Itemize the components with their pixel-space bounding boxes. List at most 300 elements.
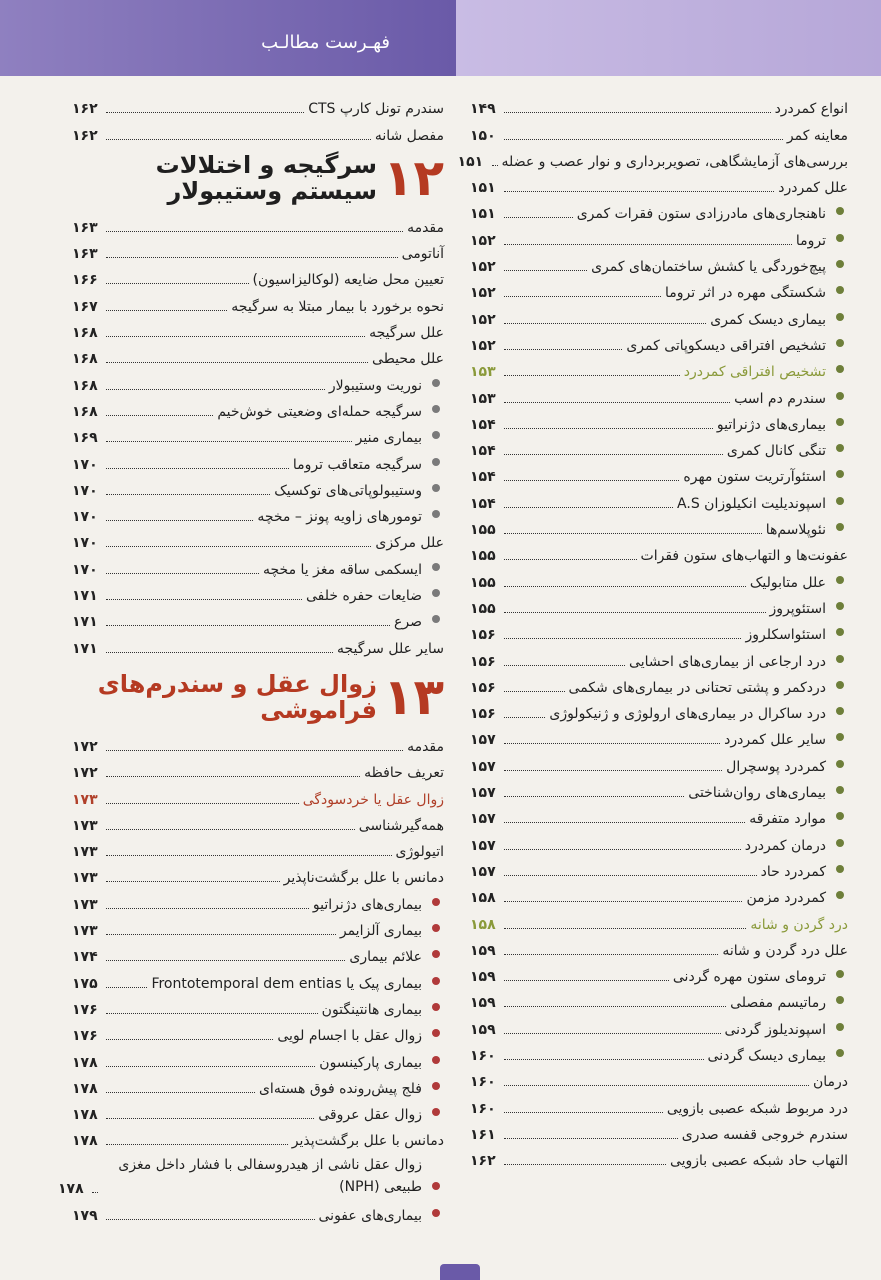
- toc-entry-page: ۱۵۷: [470, 837, 496, 854]
- toc-entry: [470, 223, 848, 249]
- toc-entry-page: ۱۷۶: [72, 1028, 98, 1045]
- toc-entry-page: ۱۵۸: [470, 916, 496, 933]
- toc-entry-title: علل مرکزی: [375, 535, 444, 552]
- toc-entry-title: ناهنجاری‌های مادرزادی ستون فقرات کمری: [576, 206, 826, 223]
- toc-entry-title: فلج پیش‌رونده فوق هسته‌ای: [258, 1080, 422, 1097]
- toc-entry: [470, 250, 848, 276]
- toc-entry: [470, 671, 848, 697]
- toc-entry-page: ۱۶۷: [72, 298, 98, 315]
- dot-leader: [106, 257, 398, 258]
- header-band-light: [456, 0, 881, 76]
- toc-entry-title: بیماری هانتینگتون: [321, 1001, 422, 1018]
- dot-leader: [106, 803, 299, 804]
- toc-entry: [470, 171, 848, 197]
- dot-leader: [106, 389, 325, 390]
- toc-entry-title: سایر علل کمردرد: [724, 732, 826, 749]
- dot-leader: [106, 750, 403, 751]
- toc-entry-page: ۱۷۳: [72, 791, 98, 808]
- toc-entry: [457, 145, 848, 171]
- toc-entry-title: همه‌گیرشناسی: [358, 817, 444, 834]
- dot-leader: [504, 928, 746, 929]
- toc-entry: [72, 914, 444, 940]
- toc-entry-title: اسپوندیلیت انکیلوزان A.S: [677, 495, 826, 512]
- toc-entry: [72, 263, 444, 289]
- toc-entry: [470, 1012, 848, 1038]
- toc-entry: [72, 211, 444, 237]
- dot-leader: [504, 507, 673, 508]
- dot-leader: [106, 231, 403, 232]
- dot-leader: [504, 638, 741, 639]
- toc-entry-page: ۱۵۷: [470, 863, 496, 880]
- toc-entry-page: ۱۵۳: [470, 364, 496, 381]
- toc-entry-title: بیماری پیک یا Frontotemporal dem entias: [151, 975, 422, 992]
- toc-entry: [470, 986, 848, 1012]
- dot-leader: [106, 1219, 315, 1220]
- toc-entry: [470, 1144, 848, 1170]
- toc-entry-page: ۱۷۳: [72, 817, 98, 834]
- toc-entry: [72, 368, 444, 394]
- toc-entry-page: ۱۴۹: [470, 101, 496, 118]
- toc-entry-page: ۱۵۹: [470, 969, 496, 986]
- toc-entry: [72, 861, 444, 887]
- toc-entry: [470, 723, 848, 749]
- dot-leader: [504, 822, 745, 823]
- chapter-12-entries: [72, 211, 444, 658]
- toc-entry-title: علل کمردرد: [778, 180, 848, 197]
- toc-entry-page: ۱۶۱: [470, 1126, 496, 1143]
- chapter-13-number: ۱۳: [382, 667, 444, 726]
- toc-entry-page: ۱۵۷: [470, 732, 496, 749]
- toc-entry: [72, 447, 444, 473]
- chapter-13-heading: [72, 666, 444, 728]
- toc-entry-title: بیماری دیسک کمری: [710, 311, 826, 328]
- dot-leader: [504, 139, 783, 140]
- toc-entry: [72, 1072, 444, 1098]
- toc-entry-page: ۱۷۱: [72, 614, 98, 631]
- dot-leader: [504, 691, 565, 692]
- toc-entry-page: ۱۷۸: [72, 1054, 98, 1071]
- toc-entry-title: اتیولوژی: [395, 844, 444, 861]
- toc-entry: [72, 1098, 444, 1124]
- toc-entry: [72, 887, 444, 913]
- toc-entry-page: ۱۶۳: [72, 219, 98, 236]
- toc-entry-page: ۱۶۰: [470, 1047, 496, 1064]
- dot-leader: [106, 468, 289, 469]
- dot-leader: [106, 829, 355, 830]
- toc-entry-page: ۱۶۳: [72, 246, 98, 263]
- toc-entry: [72, 316, 444, 342]
- toc-entry: [470, 408, 848, 434]
- toc-entry-title: سرگیجه متعاقب تروما: [292, 456, 422, 473]
- dot-leader: [504, 1085, 809, 1086]
- toc-entry-page: ۱۵۲: [470, 337, 496, 354]
- dot-leader: [504, 849, 741, 850]
- toc-entry-title: رماتیسم مفصلی: [730, 995, 826, 1012]
- toc-entry-page: ۱۵۱: [470, 180, 496, 197]
- dot-leader: [106, 908, 309, 909]
- toc-entry-title: زوال عقل یا خردسودگی: [302, 791, 444, 808]
- toc-entry-title: درد ارجاعی از بیماری‌های احشایی: [629, 653, 826, 670]
- toc-entry-page: ۱۷۲: [72, 738, 98, 755]
- toc-entry-title: نوریت وستیبولار: [328, 377, 422, 394]
- dot-leader: [504, 217, 573, 218]
- dot-leader: [106, 1118, 314, 1119]
- toc-entry-page: ۱۷۱: [72, 588, 98, 605]
- toc-entry: [470, 381, 848, 407]
- toc-entry: [72, 474, 444, 500]
- toc-entry-title: بررسی‌های آزمایشگاهی، تصویربرداری و نوار عصب و عضله: [501, 153, 848, 170]
- toc-entry-page: ۱۷۳: [72, 844, 98, 861]
- toc-entry-title: بیماری‌های دژنراتیو: [716, 416, 826, 433]
- toc-entry-title: علل سرگیجه: [369, 325, 444, 342]
- toc-entry-title: معاینه کمر: [786, 127, 848, 144]
- toc-entry: [470, 776, 848, 802]
- dot-leader: [504, 1164, 666, 1165]
- toc-entry-page: ۱۷۴: [72, 949, 98, 966]
- toc-entry-page: ۱۵۱: [457, 153, 484, 170]
- toc-entry-page: ۱۵۷: [470, 758, 496, 775]
- toc-entry-title: موارد متفرقه: [749, 811, 826, 828]
- dot-leader: [106, 494, 270, 495]
- toc-entry-title: دردکمر و پشتی تحتانی در بیماری‌های شکمی: [568, 679, 826, 696]
- dot-leader: [504, 349, 622, 350]
- dot-leader: [504, 875, 757, 876]
- toc-entry-page: ۱۵۸: [470, 890, 496, 907]
- toc-entry: [470, 960, 848, 986]
- toc-entry: [470, 302, 848, 328]
- toc-entry: [72, 835, 444, 861]
- toc-entry-page: ۱۷۹: [72, 1207, 98, 1224]
- toc-entry: [470, 1091, 848, 1117]
- dot-leader: [106, 415, 213, 416]
- dot-leader: [504, 533, 762, 534]
- toc-entry-title: تشخیص افتراقی دیسکوپاتی کمری: [626, 337, 826, 354]
- toc-entry-page: ۱۶۲: [470, 1153, 496, 1170]
- toc-entry-title: سندرم تونل کارپ CTS: [308, 101, 444, 118]
- toc-entry: [72, 342, 444, 368]
- dot-leader: [106, 546, 371, 547]
- dot-leader: [106, 599, 302, 600]
- toc-entry-page: ۱۶۲: [72, 101, 98, 118]
- toc-entry: [72, 631, 444, 657]
- toc-entry: [72, 237, 444, 263]
- dot-leader: [504, 375, 680, 376]
- toc-entry-page: ۱۶۰: [470, 1074, 496, 1091]
- toc-entry: [72, 730, 444, 756]
- toc-right-column: [457, 92, 848, 1170]
- toc-entry-page: ۱۵۶: [470, 653, 496, 670]
- toc-entry-title: زوال عقل با اجسام لویی: [277, 1028, 422, 1045]
- toc-entry-page: ۱۵۲: [470, 311, 496, 328]
- toc-entry: [470, 460, 848, 486]
- dot-leader: [504, 480, 679, 481]
- toc-entry-title: عفونت‌ها و التهاب‌های ستون فقرات: [640, 548, 848, 565]
- toc-entry-page: ۱۷۸: [58, 1181, 84, 1198]
- dot-leader: [504, 112, 771, 113]
- toc-entry-page: ۱۷۵: [72, 975, 98, 992]
- dot-leader: [106, 881, 280, 882]
- toc-entry-title: نئوپلاسم‌ها: [765, 522, 826, 539]
- toc-entry: [72, 552, 444, 578]
- toc-entry-title: بیماری‌های عفونی: [318, 1207, 422, 1224]
- toc-entry: [470, 92, 848, 118]
- toc-entry: [470, 934, 848, 960]
- dot-leader: [504, 954, 718, 955]
- dot-leader: [106, 139, 371, 140]
- dot-leader: [504, 244, 792, 245]
- dot-leader: [106, 776, 360, 777]
- toc-entry-title: سرگیجه حمله‌ای وضعیتی خوش‌خیم: [217, 403, 422, 420]
- page-title: فهـرست مطالـب: [261, 32, 390, 53]
- toc-entry: [72, 579, 444, 605]
- toc-entry-page: ۱۷۱: [72, 640, 98, 657]
- dot-leader: [504, 402, 730, 403]
- dot-leader: [504, 454, 723, 455]
- toc-entry-page: ۱۶۸: [72, 351, 98, 368]
- toc-entry-page: ۱۵۶: [470, 627, 496, 644]
- toc-entry-page: ۱۵۵: [470, 574, 496, 591]
- dot-leader: [106, 441, 352, 442]
- toc-entry-page: ۱۷۶: [72, 1001, 98, 1018]
- toc-entry-page: ۱۵۹: [470, 995, 496, 1012]
- toc-left-column: [58, 92, 444, 1225]
- toc-entry-page: ۱۵۴: [470, 416, 496, 433]
- toc-entry-title: نحوه برخورد با بیمار مبتلا به سرگیجه: [231, 298, 444, 315]
- dot-leader: [106, 1039, 273, 1040]
- dot-leader: [106, 336, 365, 337]
- toc-entry-title: علل متابولیک: [749, 574, 826, 591]
- toc-entry-title: بیماری دیسک گردنی: [707, 1047, 826, 1064]
- toc-entry-title: دمانس با علل برگشت‌ناپذیر: [283, 870, 444, 887]
- dot-leader: [106, 1066, 315, 1067]
- toc-entry: [470, 355, 848, 381]
- dot-leader: [106, 934, 336, 935]
- toc-entry-page: ۱۵۵: [470, 522, 496, 539]
- toc-entry: [470, 539, 848, 565]
- toc-entry-title: استئواسکلروز: [745, 627, 826, 644]
- toc-entry-title: وستیبولوپاتی‌های توکسیک: [274, 482, 422, 499]
- page-header: [0, 0, 881, 76]
- dot-leader: [92, 1192, 98, 1193]
- dot-leader: [106, 1013, 318, 1014]
- dot-leader: [504, 1059, 704, 1060]
- toc-entry-page: ۱۷۸: [72, 1080, 98, 1097]
- toc-entry-title: علائم بیماری: [349, 949, 422, 966]
- toc-entry: [470, 118, 848, 144]
- toc-entry: [470, 513, 848, 539]
- toc-entry-page: ۱۷۲: [72, 765, 98, 782]
- dot-leader: [504, 1112, 663, 1113]
- toc-entry: [72, 1198, 444, 1224]
- toc-entry-page: ۱۵۵: [470, 548, 496, 565]
- toc-entry-title: زوال عقل ناشی از هیدروسفالی با فشار داخل مغزی طبیعی (NPH): [118, 1157, 422, 1196]
- toc-entry: [72, 421, 444, 447]
- dot-leader: [106, 310, 227, 311]
- toc-entry-title: ترومای ستون مهره گردنی: [672, 969, 826, 986]
- toc-entry-title: کمردرد حاد: [760, 863, 826, 880]
- toc-entry-title: انواع کمردرد: [774, 101, 848, 118]
- toc-entry: [470, 434, 848, 460]
- chapter-12-title: سرگیجه و اختلالات سیستم وستیبولار: [155, 150, 377, 205]
- toc-entry-page: ۱۵۲: [470, 285, 496, 302]
- toc-entry: [72, 1045, 444, 1071]
- dot-leader: [504, 1033, 721, 1034]
- dot-leader: [106, 573, 259, 574]
- toc-entry-page: ۱۵۵: [470, 600, 496, 617]
- toc-entry-page: ۱۵۷: [470, 811, 496, 828]
- toc-entry: [72, 92, 444, 118]
- toc-entry-page: ۱۶۸: [72, 325, 98, 342]
- toc-entry-page: ۱۷۸: [72, 1107, 98, 1124]
- toc-entry-page: ۱۷۰: [72, 456, 98, 473]
- dot-leader: [504, 717, 545, 718]
- toc-entry-title: آناتومی: [401, 246, 444, 263]
- toc-entry-title: سندرم خروجی قفسه صدری: [681, 1126, 848, 1143]
- dot-leader: [504, 296, 661, 297]
- toc-entry-title: ضایعات حفره خلفی: [306, 588, 422, 605]
- dot-leader: [106, 855, 392, 856]
- toc-entry: [72, 118, 444, 144]
- toc-entry: [470, 618, 848, 644]
- toc-entry-title: تشخیص افتراقی کمردرد: [683, 364, 826, 381]
- toc-entry: [72, 940, 444, 966]
- toc-entry-title: التهاب حاد شبکه عصبی بازویی: [669, 1153, 848, 1170]
- toc-entry: [470, 749, 848, 775]
- dot-leader: [106, 987, 147, 988]
- toc-entry-page: ۱۷۰: [72, 561, 98, 578]
- dot-leader: [504, 586, 746, 587]
- toc-entry-title: درد مربوط شبکه عصبی بازویی: [666, 1100, 848, 1117]
- toc-entry-title: تومورهای زاویه پونز – مخچه: [257, 509, 422, 526]
- toc-entry: [72, 500, 444, 526]
- toc-entry-page: ۱۶۶: [72, 272, 98, 289]
- toc-entry: [470, 1118, 848, 1144]
- dot-leader: [106, 520, 253, 521]
- chapter-13-entries: [58, 730, 444, 1225]
- dot-leader: [504, 901, 742, 902]
- dot-leader: [504, 191, 774, 192]
- toc-entry: [72, 966, 444, 992]
- dot-leader: [504, 665, 625, 666]
- toc-entry-title: بیماری منیر: [355, 430, 422, 447]
- toc-entry: [72, 782, 444, 808]
- dot-leader: [504, 980, 669, 981]
- toc-entry-title: مقدمه: [407, 219, 444, 236]
- toc-entry-title: ایسکمی ساقه مغز یا مخچه: [263, 561, 422, 578]
- dot-leader: [106, 960, 345, 961]
- toc-entry: [470, 881, 848, 907]
- toc-entry-title: مفصل شانه: [374, 127, 444, 144]
- toc-entry-page: ۱۶۲: [72, 127, 98, 144]
- toc-entry-title: شکستگی مهره در اثر تروما: [664, 285, 826, 302]
- toc-entry-title: بیماری پارکینسون: [319, 1054, 422, 1071]
- toc-entry-title: درد ساکرال در بیماری‌های ارولوژی و ژنیکولوژی: [549, 706, 826, 723]
- toc-entry-page: ۱۵۴: [470, 443, 496, 460]
- toc-entry-title: تنگی کانال کمری: [726, 443, 826, 460]
- toc-entry-title: دمانس با علل برگشت‌پذیر: [291, 1133, 444, 1150]
- toc-left-top-entries: [72, 92, 444, 145]
- toc-entry-page: ۱۵۳: [470, 390, 496, 407]
- toc-entry-page: ۱۵۹: [470, 942, 496, 959]
- toc-entry: [72, 526, 444, 552]
- toc-entry-title: علل محیطی: [372, 351, 444, 368]
- toc-entry-page: ۱۵۰: [470, 127, 496, 144]
- toc-entry-page: ۱۷۳: [72, 923, 98, 940]
- chapter-13-title: زوال عقل و سندرم‌های فراموشی: [97, 669, 377, 724]
- toc-entry-title: اسپوندیلوز گردنی: [724, 1021, 826, 1038]
- chapter-12-heading: [72, 147, 444, 209]
- toc-entry-page: ۱۵۴: [470, 469, 496, 486]
- chapter-12-number: ۱۲: [382, 148, 444, 207]
- toc-entry-page: ۱۶۸: [72, 403, 98, 420]
- toc-entry: [470, 855, 848, 881]
- dot-leader: [106, 1144, 288, 1145]
- toc-entry: [470, 329, 848, 355]
- toc-entry: [470, 802, 848, 828]
- toc-entry-title: پیچ‌خوردگی یا کشش ساختمان‌های کمری: [591, 259, 826, 276]
- dot-leader: [106, 283, 249, 284]
- dot-leader: [504, 323, 706, 324]
- toc-entry-title: تعریف حافظه: [364, 765, 444, 782]
- toc-entry-title: زوال عقل عروقی: [318, 1107, 422, 1124]
- dot-leader: [504, 559, 637, 560]
- page-footer-tab: [440, 1264, 480, 1280]
- toc-entry-page: ۱۶۹: [72, 430, 98, 447]
- dot-leader: [106, 362, 368, 363]
- dot-leader: [106, 1092, 255, 1093]
- toc-entry-page: ۱۵۷: [470, 785, 496, 802]
- toc-entry-title: استئوآرتریت ستون مهره: [683, 469, 826, 486]
- toc-entry-page: ۱۵۹: [470, 1021, 496, 1038]
- toc-entry-page: ۱۵۶: [470, 706, 496, 723]
- toc-entry-title: مقدمه: [407, 738, 444, 755]
- toc-entry-page: ۱۷۰: [72, 535, 98, 552]
- toc-entry-title: سایر علل سرگیجه: [337, 640, 444, 657]
- toc-entry-page: ۱۵۲: [470, 232, 496, 249]
- toc-entry-title: علل درد گردن و شانه: [722, 942, 848, 959]
- toc-entry-title: کمردرد پوسچرال: [726, 758, 826, 775]
- toc-entry: [72, 1124, 444, 1150]
- toc-entry-title: درمان کمردرد: [744, 837, 826, 854]
- dot-leader: [504, 270, 587, 271]
- toc-entry: [72, 993, 444, 1019]
- toc-entry-page: ۱۵۲: [470, 259, 496, 276]
- toc-entry-title: کمردرد مزمن: [746, 890, 826, 907]
- dot-leader: [504, 1006, 726, 1007]
- toc-entry: [470, 486, 848, 512]
- toc-entry-title: درمان: [812, 1074, 848, 1091]
- toc-entry: [470, 828, 848, 854]
- toc-entry-page: ۱۷۸: [72, 1133, 98, 1150]
- toc-entry: [470, 907, 848, 933]
- toc-entry-page: ۱۶۸: [72, 377, 98, 394]
- dot-leader: [504, 1138, 678, 1139]
- dot-leader: [504, 796, 684, 797]
- toc-entry: [470, 644, 848, 670]
- dot-leader: [504, 612, 766, 613]
- toc-entry-page: ۱۷۳: [72, 896, 98, 913]
- toc-entry: [470, 697, 848, 723]
- toc-entry: [470, 592, 848, 618]
- dot-leader: [504, 428, 713, 429]
- toc-entry-title: استئوپروز: [769, 600, 826, 617]
- toc-entry: [470, 565, 848, 591]
- toc-entry-page: ۱۵۴: [470, 495, 496, 512]
- toc-entry-page: ۱۶۰: [470, 1100, 496, 1117]
- dot-leader: [106, 652, 333, 653]
- toc-entry-title: بیماری‌های روان‌شناختی: [688, 785, 826, 802]
- toc-entry: [72, 395, 444, 421]
